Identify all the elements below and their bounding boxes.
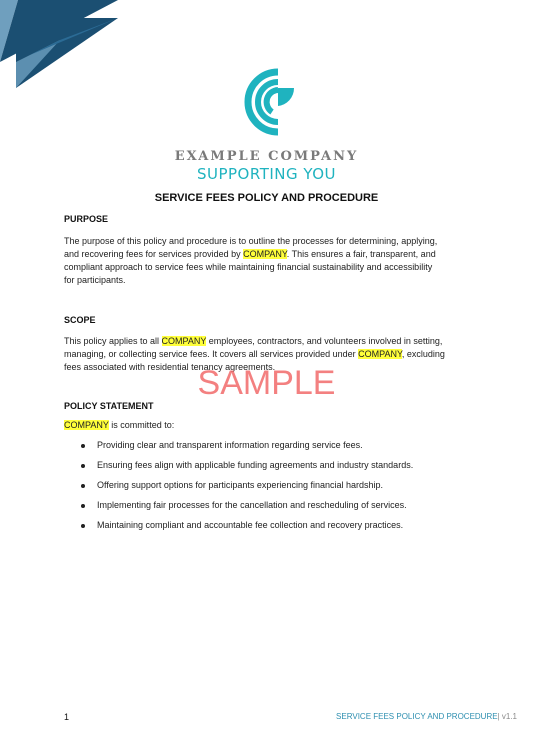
bullet-icon: [81, 524, 85, 528]
company-placeholder: COMPANY: [64, 420, 109, 430]
company-name: EXAMPLE COMPANY: [174, 149, 359, 164]
scope-line-2-text: managing, or collecting service fees. It covers all services provided under: [64, 349, 359, 359]
commitment-list: [64, 439, 413, 539]
list-item-text: Providing clear and transparent information regarding service fees.: [97, 440, 363, 450]
purpose-line-2: [64, 248, 469, 261]
list-item: [64, 519, 413, 539]
company-placeholder: COMPANY: [358, 349, 402, 359]
bullet-icon: [81, 484, 85, 488]
list-item: [64, 459, 413, 479]
sample-watermark: SAMPLE: [197, 364, 336, 402]
scope-line-2: [64, 348, 469, 361]
document-title: SERVICE FEES POLICY AND PROCEDURE: [154, 192, 379, 204]
list-item-text: Implementing fair processes for the cancellation and rescheduling of services.: [97, 500, 407, 510]
company-tagline: SUPPORTING YOU: [196, 165, 337, 183]
bullet-icon: [81, 444, 85, 448]
list-item: [64, 479, 413, 499]
company-placeholder: COMPANY: [243, 249, 287, 259]
scope-line-3: fees associated with residential tenancy agreements.: [64, 362, 276, 372]
purpose-line-2-end: . This ensures a fair, transparent, and: [286, 249, 436, 259]
scope-line-1-end: employees, contractors, and volunteers involved in setting,: [206, 336, 443, 346]
company-logo-icon: [232, 66, 302, 138]
footer-title-text: SERVICE FEES POLICY AND PROCEDURE: [336, 712, 498, 721]
scope-heading: SCOPE: [64, 315, 96, 325]
scope-line-1-text: This policy applies to all: [64, 336, 162, 346]
scope-line-1: [64, 335, 469, 348]
scope-line-2-end: , excluding: [401, 349, 445, 359]
purpose-heading: PURPOSE: [64, 214, 109, 224]
list-item-text: Offering support options for participants experiencing financial hardship.: [97, 480, 384, 490]
bullet-icon: [81, 504, 85, 508]
footer-doc-title: [336, 712, 517, 721]
corner-decoration: [0, 0, 130, 95]
list-item: [64, 499, 413, 519]
company-placeholder: COMPANY: [161, 336, 207, 346]
purpose-line-2-text: and recovering fees for services provided by: [64, 249, 244, 259]
page-number: 1: [64, 712, 70, 722]
policy-intro-text: is committed to:: [108, 420, 175, 430]
policy-statement-intro: [64, 419, 469, 432]
purpose-line-4: for participants.: [64, 275, 126, 285]
bullet-icon: [81, 464, 85, 468]
purpose-line-1: The purpose of this policy and procedure is to outline the processes for determining, applying,: [64, 236, 438, 246]
purpose-line-3: compliant approach to service fees while maintaining financial sustainability and accessibility: [64, 262, 433, 272]
list-item-text: Maintaining compliant and accountable fee collection and recovery practices.: [97, 520, 404, 530]
list-item-text: Ensuring fees align with applicable funding agreements and industry standards.: [97, 460, 414, 470]
list-item: [64, 439, 413, 459]
footer-separator: |: [497, 712, 500, 721]
policy-statement-heading: POLICY STATEMENT: [64, 401, 154, 411]
purpose-paragraph: [64, 235, 469, 287]
footer-version: v1.1: [499, 712, 517, 721]
